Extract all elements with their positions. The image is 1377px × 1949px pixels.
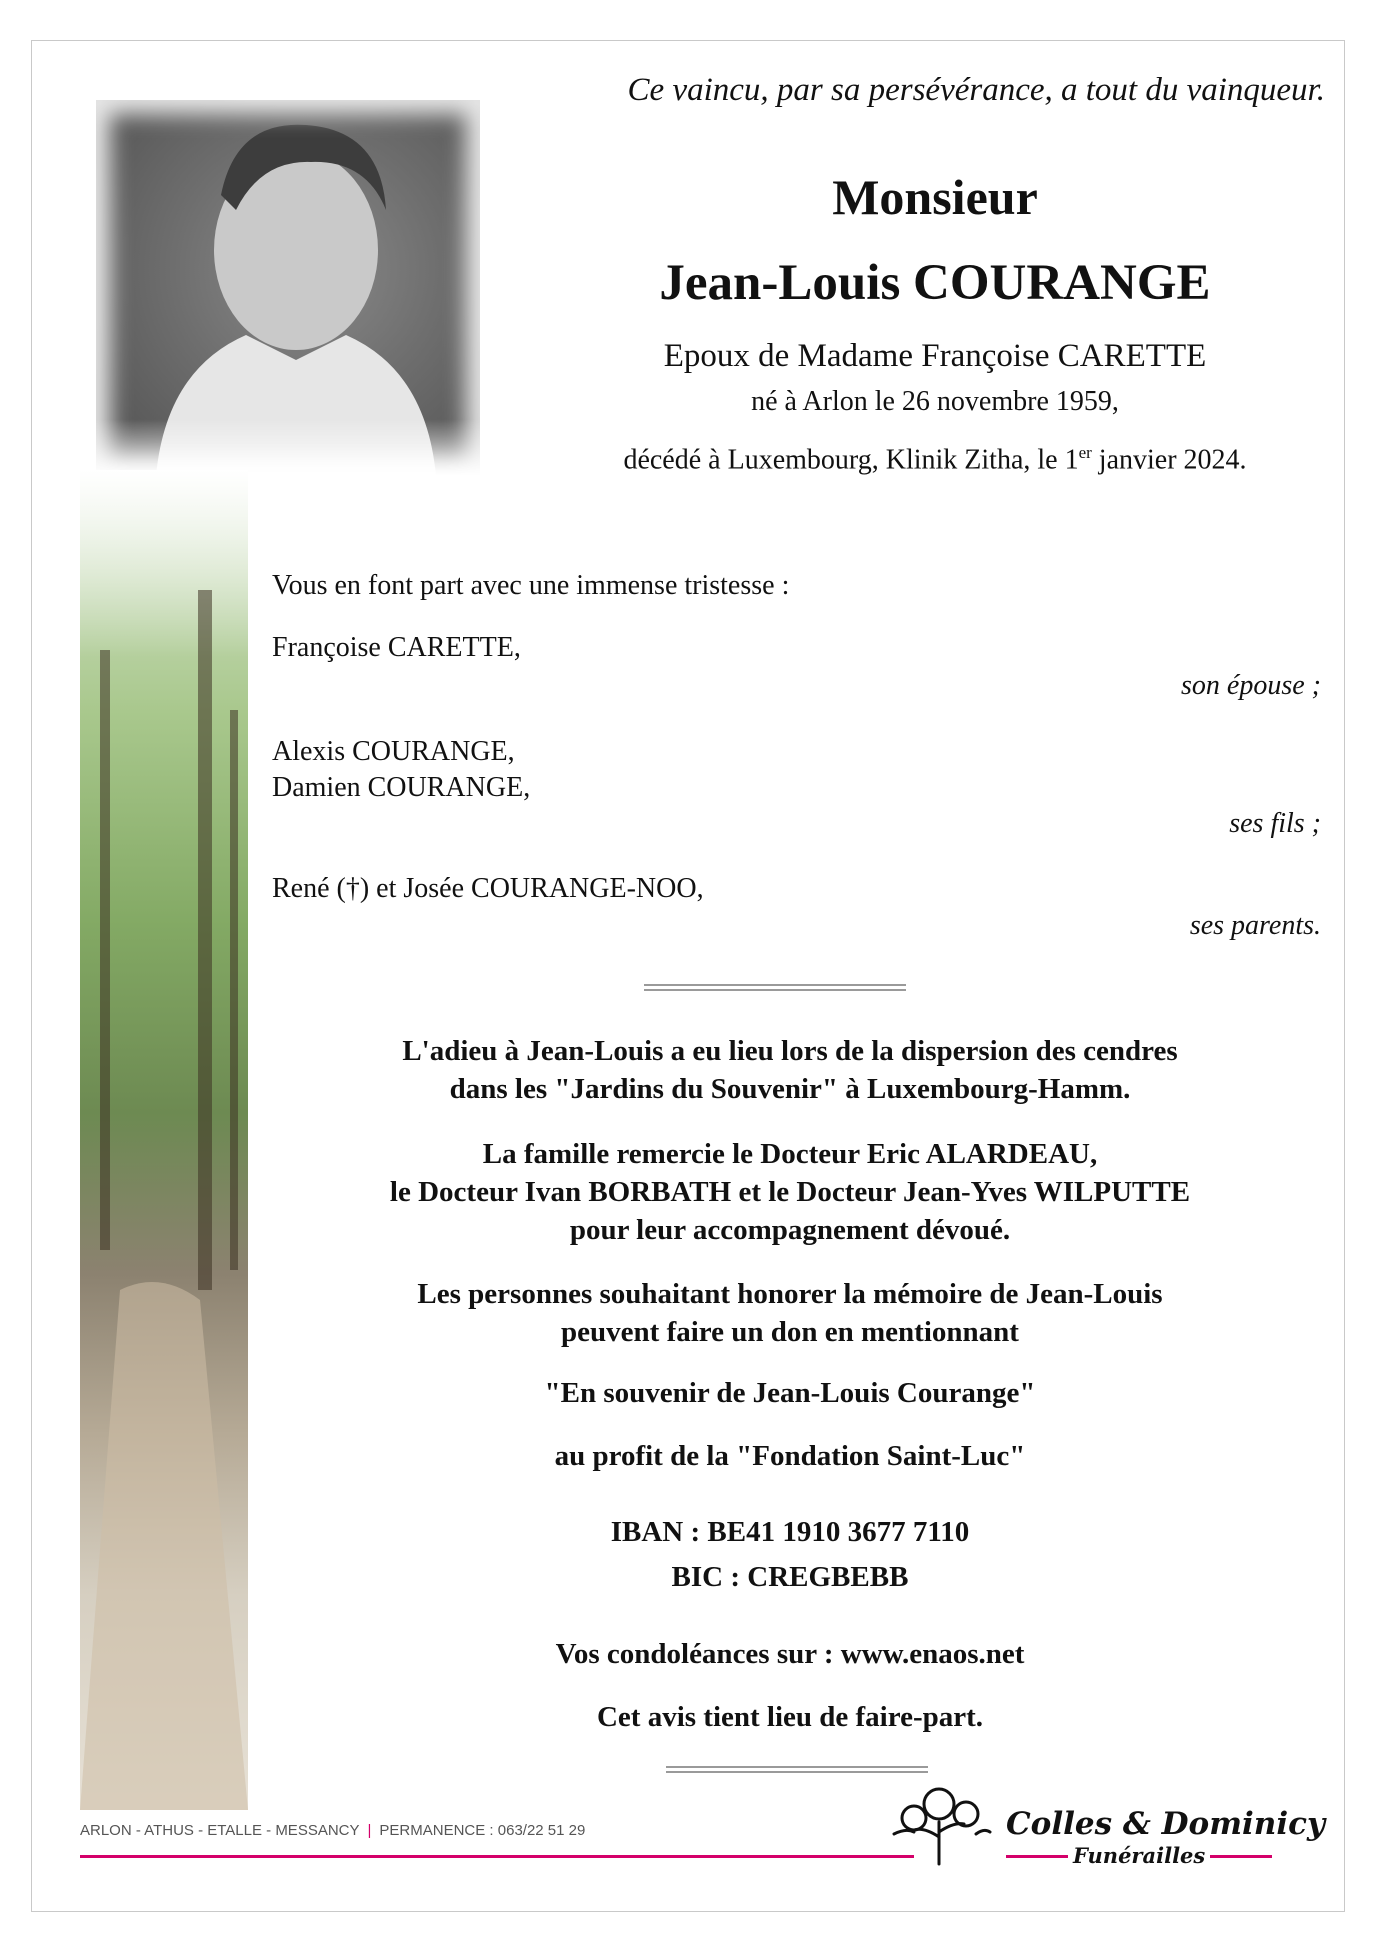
donation-text: Les personnes souhaitant honorer la mémoire de Jean-Louis peuvent faire un don en mentionnant [417, 1278, 1163, 1348]
birth-line: né à Arlon le 26 novembre 1959, [751, 386, 1119, 417]
forest-path-image [80, 470, 248, 1810]
spouse-line: Epoux de Madame Françoise CARETTE [663, 338, 1207, 374]
family-role: ses fils ; [1229, 808, 1321, 839]
deceased-name: Jean-Louis COURANGE [659, 255, 1211, 311]
epigraph: Ce vaincu, par sa persévérance, a tout du vainqueur. [627, 72, 1325, 108]
donation-reference: "En souvenir de Jean-Louis Courange" [544, 1377, 1036, 1409]
brand-underline-right [1210, 1855, 1272, 1858]
family-role: son épouse ; [1181, 670, 1321, 701]
death-line: décédé à Luxembourg, Klinik Zitha, le 1er janvier 2024. [623, 443, 1247, 476]
notice: Cet avis tient lieu de faire-part. [596, 1701, 984, 1733]
iban: IBAN : BE41 1910 3677 7110 [610, 1516, 970, 1548]
family-name: Alexis COURANGE, [272, 736, 515, 767]
footer-contact: ARLON - ATHUS - ETALLE - MESSANCY | PERMANENCE : 063/22 51 29 [80, 1822, 586, 1839]
path-shape [80, 470, 248, 1810]
farewell-text: L'adieu à Jean-Louis a eu lieu lors de la dispersion des cendres dans les "Jardins du Souvenir" à Luxembourg-Hamm. [402, 1035, 1178, 1105]
section-divider [666, 1766, 928, 1773]
family-name: René (†) et Josée COURANGE-NOO, [272, 873, 704, 904]
section-divider [644, 984, 906, 991]
family-role: ses parents. [1189, 910, 1321, 941]
family-name: Damien COURANGE, [272, 772, 531, 803]
condolences-link: Vos condoléances sur : www.enaos.net [555, 1638, 1025, 1670]
brand-underline-left [1006, 1855, 1068, 1858]
tree-logo-icon [884, 1782, 994, 1866]
bic: BIC : CREGBEBB [671, 1561, 909, 1593]
footer-line [80, 1855, 914, 1858]
beneficiary: au profit de la "Fondation Saint-Luc" [554, 1440, 1026, 1472]
announcement-intro: Vous en font part avec une immense tristesse : [272, 570, 790, 601]
family-name: Françoise CARETTE, [272, 632, 521, 663]
brand-subtitle: Funérailles [1073, 1843, 1206, 1868]
portrait-photo [96, 100, 480, 476]
thanks-text: La famille remercie le Docteur Eric ALARDEAU, le Docteur Ivan BORBATH et le Docteur Jean-Yves WILPUTTE pour leur accompagnement dévoué. [389, 1138, 1191, 1246]
brand-name: Colles & Dominicy [1006, 1806, 1325, 1842]
honorific: Monsieur [832, 169, 1038, 225]
